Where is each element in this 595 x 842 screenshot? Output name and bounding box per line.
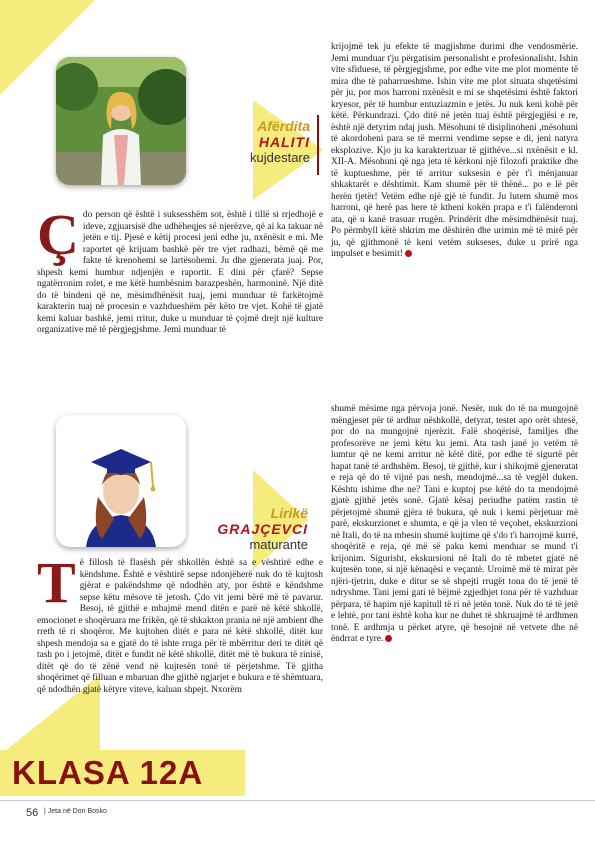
article-2-right-column [331,404,578,646]
author-name-block-1 [210,118,310,166]
drop-cap: Ç [37,202,79,267]
article-1-left-text: do person që është i suksesshëm sot, është i tillë si rrjedhojë e ideve, zgjuarsisë dhe udhëheqjes së njerëzve, që ai ka takuar në jetën e tij. Pjesë e këtij procesi jeni edhe ju, nxënësit e mi. Me raportet që krijuam bashkë për tre vjet radhazi, bëmë që me fakte të krenohemi se lartësohemi. Ju dhe gjenerata juaj. Por, shpesh kemi humbur ndjenjën e raportit. E dini për çfarë? Sepse ngatërronim rolet, e me këtë humbësnim barazpeshën, harmoninë. Një ditë do të bindeni që ne, mësimdhënësit tuaj, jemi munduar të farkëtojmë karakterin tuaj në procesin e vazhdueshëm për këto tre vjet. Kohë të gjatë kemi kaluar bashkë, jemi rritur, duke u munduar të çojmë drejt një kulture organizative më të përgjegjshme. Jemi munduar të [37,210,323,335]
end-mark-icon [405,250,412,257]
article-2-left-text: ë fillosh të flasësh për shkollën është sa e vështirë edhe e këndshme. Është e vështirë sepse ndonjëherë nuk do të kujtosh gjërat e pakëndshme që ndodhën aty, por është e këndshme sepse këtu mësove të jetosh. Çdo vit jemi bërë më të pavarur. Besoj, të gjithë e mbajmë mend ditën e parë në këtë shkollë, emocionet e shoqëruara me frikën, që të shkakton prania në një ambient dhe rreth të ri shoqëror. Me kujtohen ditët e para në këtë shkollë, ditët kur shpesh mendoja sa e gjatë do të ishte rruga për të mbërritur deri te ditët që tash po i jetojmë, ditët e fundit në këtë shkollë, ditët më të bukura të rinisë, ditët që do të zënë vend në kujtesën tonë të përjetshme. Të gjitha shoqërimet që filluan e mbaruan dhe gjithë ngjarjet e bukura e të shëmtuara, që ndodhën gjatë këtyre viteve, kaluan shpejt. Nxorëm [37,558,323,695]
divider-line [317,115,319,175]
article-1-right-column [331,42,578,261]
author-role: maturante [249,537,308,552]
author-name-block-2 [200,505,308,553]
article-1-right-text: krijojmë tek ju efekte të magjishme durimi dhe vendosmërie. Jemi munduar t'ju përgatisim personalisht e profesionalisht. Ishin vite sfiduese, të përgjegjshme, por edhe vite me plot momente të mira dhe të paharrueshme. Ishin vite me plot situata shqetësimi për ju, por mos harroni nxënësit e mi se shqetësimi është faktori kryesor, për të humbur entuziazmin e jetës. Ju nuk keni kohë për këtë. Përkundrazi. Çdo ditë në jetën tuaj është përgjegjësi e re, është një detyrim ndaj jush. Mësohuni të disiplinoheni ,mësohuni të akordoheni para se të merrni vendime sepse e di, jeni natyra eksplozive. Kjo ju ka karakterizuar të gjithëve...si nxënësit e kl. XII-A. Mësohuni që nga jeta të kërkoni një filozofi praktike dhe të kuptueshme, për të arritur suksesin e për t'i ménjanuar shkaktarët e dështimit. Kam shumë për të thënë... po e lë për herën tjetër! Vetëm edhe një gjë të fundit. Ju lutem shumë mos harroni, që herë pas here të ktheni kokën prapa e t'i falënderoni ata, që u kanë trasuar rrugën. Prindërit dhe mësimdhënësit tuaj. Po përmbyll këtë shkrim me dëshirën dhe urimin më të mirë për ju, që gjithmonë të keni vetëm sukseses, duke u prirë nga impulset e besimit! [331,42,578,259]
article-2-left-column [37,550,323,696]
drop-cap: T [37,550,76,615]
author-first-name: Afërdita [257,118,310,134]
publication-name: | Jeta në Don Bosko [44,808,107,815]
page-number: 56 [26,807,39,819]
student-photo [56,415,186,547]
article-2-right-text: shumë mësime nga përvoja jonë. Nesër, nuk do të na mungojnë mëngjeset për të ardhur nëshkollë, detyrat, testet apo orët shtesë, por do na mungojnë njerëzit. Falë shoqërisë, familjes dhe profesorëve ne jemi këtu ku jemi. Ata tash janë jo vetëm të lumtur që ne kemi arritur në këtë ditë, por edhe të sigurtë për hapat tanë të ardhshëm. Besoj, të gjithë, kur i shikojmë gjeneratat e reja që do të vijnë pas nesh, mendojmë...sa të vegjël duken. Kështu ishime dhe ne? Tani e kuptoj pse këtë do ta mendojmë gjatë gjithë jetës sonë. Gjatë kësaj periudhe patëm rastin të përjetojmë shumë gjëra të bukura, që nuk i kemi përjetuar më parë, ekskurzionet e shumta, e që ja vlen të veçohet, ekskurzioni në Itali, do të na mbesin shumë kujtime që s'do t'i harrojmë kurrë, shoqëritë e reja, që më së paku kemi menduar se mund t'i krijonim. Sigurisht, ekskursioni në Itali do të mbetet gjatë në kujtesën tone, si një kënaqësi e veçantë. Uroimë më të mirat për njëri-tjetrin, duke e ditur se së shpejti rrugët tona do të jenë të ndryshme. Tani jemi gati të bëjmë zgjedhjet tona për të vazhduar përpara, të hapim një kapitull të ri në jetën tonë. Nuk do të të jetë e lehtë, por tani është koha kur ne duhet të shkruajmë të ardhmen tonë. E ardhmja u përket atyre, që besojnë në vetvete dhe në ëndrrat e tyre. [331,404,578,644]
teacher-photo [56,57,186,185]
author-role: kujdestare [250,150,310,165]
end-mark-icon [385,635,392,642]
class-title: KLASA 12A [12,754,204,791]
article-1-left-column [37,202,323,337]
author-last-name: GRAJÇEVCI [217,521,308,537]
author-last-name: HALITI [258,134,310,150]
author-first-name: Lirikë [270,505,308,521]
footer-divider [0,800,595,801]
